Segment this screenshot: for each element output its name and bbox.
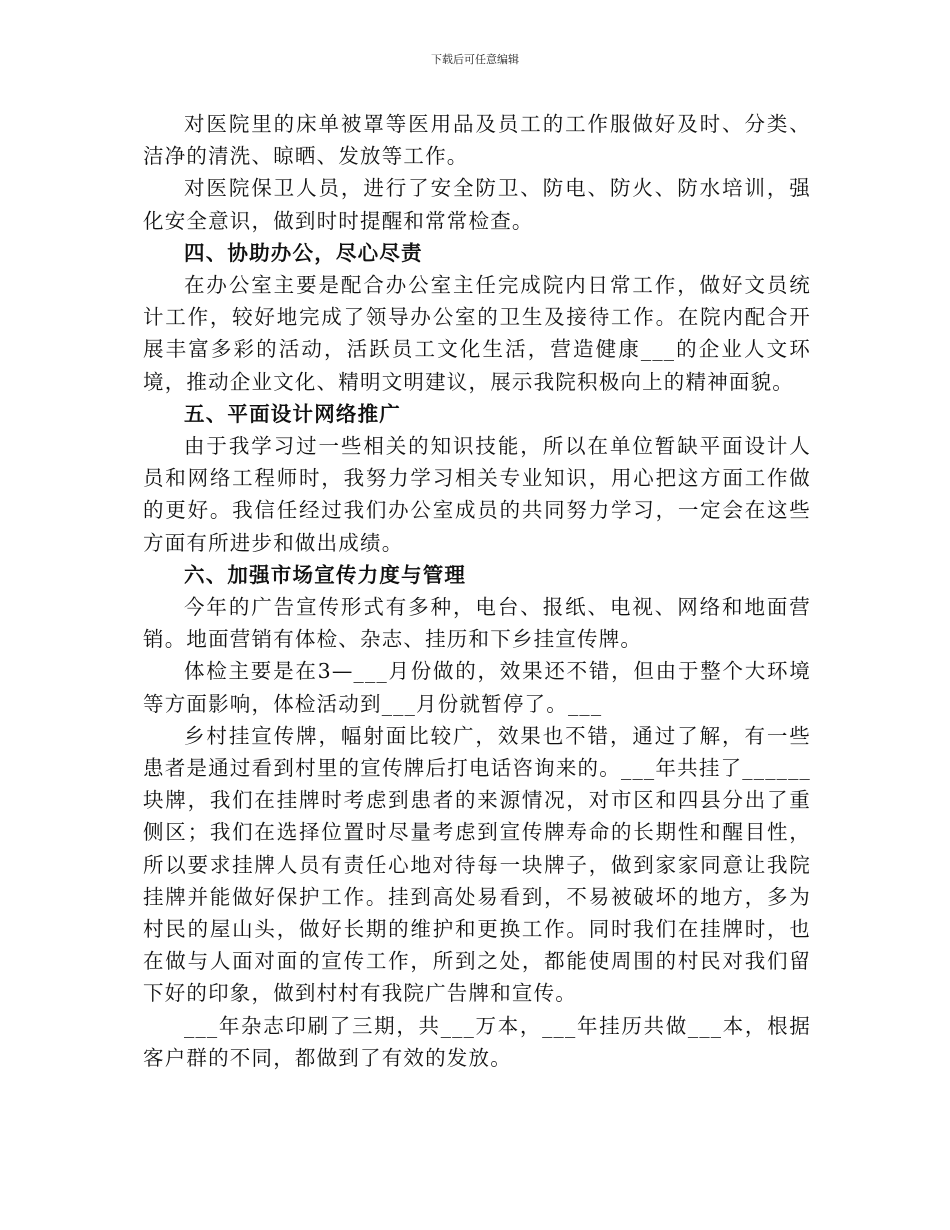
paragraph-health-check: 体检主要是在3—___月份做的，效果还不错，但由于整个大环境等方面影响，体检活动到___月份就暂停了。___ [143, 659, 811, 716]
section-heading-marketing: 六、加强市场宣传力度与管理 [184, 562, 467, 587]
page-header: 下载后可任意编辑 [431, 53, 519, 66]
paragraph-design-work: 由于我学习过一些相关的知识技能，所以在单位暂缺平面设计人员和网络工程师时，我努力学习相关专业知识，用心把这方面工作做的更好。我信任经过我们办公室成员的共同努力学习，一定会在这些方面有所进步和做出成绩。 [143, 434, 811, 555]
paragraph-village-signs: 乡村挂宣传牌，幅射面比较广，效果也不错，通过了解，有一些患者是通过看到村里的宣传牌后打电话咨询来的。___年共挂了______块牌，我们在挂牌时考虑到患者的来源情况，对市区和四县分出了重侧区；我们在选择位置时尽量考虑到宣传牌寿命的长期性和醒目性，所以要求挂牌人员有责任心地对待每一块牌子，做到家家同意让我院挂牌并能做好保护工作。挂到高处易看到，不易被破坏的地方，多为村民的屋山头，做好长期的维护和更换工作。同时我们在挂牌时，也在做与人面对面的宣传工作，所到之处，都能使周围的村民对我们留下好的印象，做到村村有我院广告牌和宣传。 [143, 723, 811, 1006]
paragraph-linen-service: 对医院里的床单被罩等医用品及员工的工作服做好及时、分类、洁净的清洗、晾晒、发放等工作。 [143, 112, 811, 169]
paragraph-office-work: 在办公室主要是配合办公室主任完成院内日常工作，做好文员统计工作，较好地完成了领导办公室的卫生及接待工作。在院内配合开展丰富多彩的活动，活跃员工文化生活，营造健康___的企业人文环境，推动企业文化、精明文明建议，展示我院积极向上的精神面貌。 [143, 273, 811, 394]
paragraph-ad-forms: 今年的广告宣传形式有多种，电台、报纸、电视、网络和地面营销。地面营销有体检、杂志、挂历和下乡挂宣传牌。 [143, 595, 811, 652]
section-heading-design-promotion: 五、平面设计网络推广 [184, 401, 401, 426]
document-body [143, 108, 811, 1074]
section-heading-office-assist: 四、协助办公，尽心尽责 [184, 240, 423, 265]
paragraph-magazine-calendar: ___年杂志印刷了三期，共___万本，___年挂历共做___本，根据客户群的不同，都做到了有效的发放。 [143, 1013, 811, 1070]
paragraph-security-training: 对医院保卫人员，进行了安全防卫、防电、防火、防水培训，强化安全意识，做到时时提醒和常常检查。 [143, 176, 811, 233]
